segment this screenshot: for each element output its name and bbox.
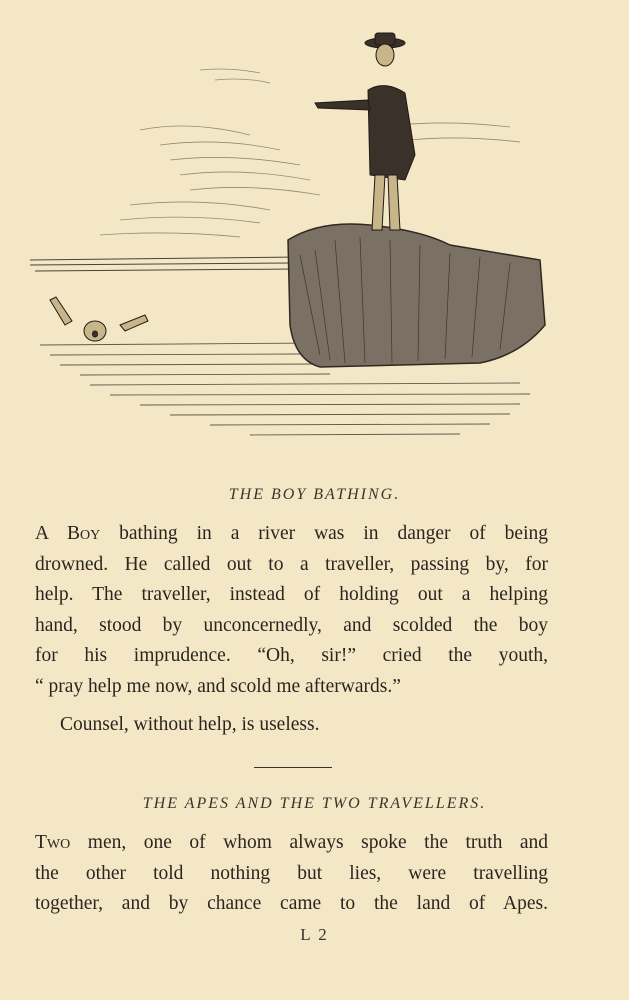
story1-title: THE BOY BATHING. [228, 486, 401, 503]
page-signature: L 2 [300, 925, 329, 944]
section-divider [254, 767, 332, 768]
story1-line6: “ pray help me now, and scold me afterwards.” [35, 675, 401, 697]
story2-line3: together, and by chance came to the land of Apes. [35, 893, 548, 914]
story1-paragraph [35, 519, 548, 702]
story1-line1: bathing in a river was in danger of being [119, 523, 548, 544]
illustration-engraving [20, 25, 560, 445]
story1-first-word: A Boy [35, 523, 101, 544]
story2-paragraph [35, 828, 548, 920]
story1-line4: hand, stood by unconcernedly, and scolded the boy [35, 614, 548, 636]
story1-line2: drowned. He called out to a traveller, passing by, for [35, 553, 548, 575]
story1-line5: for his imprudence. “Oh, sir!” cried the youth, [35, 645, 548, 666]
story2-line2: the other told nothing but lies, were travelling [35, 862, 548, 884]
story2-line1: men, one of whom always spoke the truth and [87, 832, 549, 853]
story2-first-word: Two [35, 832, 71, 853]
story1-line3: help. The traveller, instead of holding out a helping [35, 584, 548, 605]
story1-moral: Counsel, without help, is useless. [60, 714, 320, 735]
story2-title: THE APES AND THE TWO TRAVELLERS. [142, 795, 487, 812]
